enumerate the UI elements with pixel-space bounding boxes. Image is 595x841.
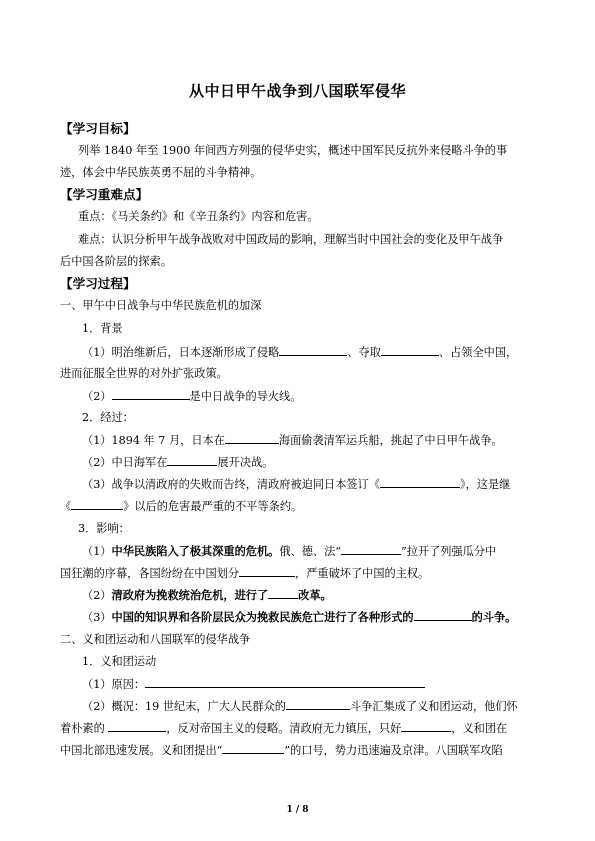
section-2-heading: 二、义和团运动和八国联军的侵华战争 — [60, 633, 251, 646]
goals-heading: 【学习目标】 — [60, 121, 136, 136]
fill-blank[interactable] — [108, 720, 166, 732]
s1-impact-item3: （3）中国的知识界和各阶层民众为挽救民族危亡进行了各种形式的 的斗争。 — [82, 610, 517, 624]
fill-blank[interactable] — [239, 565, 295, 577]
key-heading: 【学习重难点】 — [60, 187, 149, 202]
fill-blank[interactable] — [222, 742, 284, 754]
fill-blank[interactable] — [381, 344, 439, 356]
goals-text-line2: 迹，体会中华民族英勇不屈的斗争精神。 — [60, 166, 262, 179]
fill-blank[interactable] — [286, 698, 350, 710]
fill-blank[interactable] — [380, 476, 460, 488]
fill-blank[interactable] — [225, 432, 279, 444]
fill-blank[interactable] — [279, 344, 347, 356]
key-difficult-line1: 难点：认识分析甲午战争战败对中国政局的影响，理解当时中国社会的变化及甲午战争 — [78, 233, 504, 246]
fill-blank[interactable] — [341, 543, 401, 555]
s1-impact-item1: （1）中华民族陷入了极其深重的危机。俄、德、法“ ”拉开了列强瓜分中 — [82, 544, 497, 558]
s2-boxer-overview-line2: 着朴素的 ，反对帝国主义的侵略。清政府无力镇压，只好 ，义和团在 — [60, 722, 508, 735]
fill-blank[interactable] — [145, 676, 425, 688]
s1-impact-item2: （2）清政府为挽救统治危机，进行了 改革。 — [82, 588, 332, 602]
s2-boxer-overview-line3: 中国北部迅速发展。义和团提出“ ”的口号，势力迅速遍及京津。八国联军攻陷 — [60, 744, 503, 757]
section-1-heading: 一、甲午中日战争与中华民族危机的加深 — [60, 299, 262, 312]
s1-course-label: 2．经过： — [82, 411, 134, 424]
fill-blank[interactable] — [414, 609, 472, 621]
s1-course-item3-line2: 《 》以后的危害最严重的不平等条约。 — [60, 500, 303, 513]
s1-impact-label: 3．影响： — [78, 522, 130, 535]
s1-impact-item1-line2: 国狂潮的序幕，各国纷纷在中国划分 ，严重破坏了中国的主权。 — [60, 567, 430, 580]
process-heading: 【学习过程】 — [60, 276, 136, 291]
s1-background-item1-line2: 进而征服全世界的对外扩张政策。 — [60, 367, 228, 380]
s1-course-item1: （1）1894 年 7 月，日本在 海面偷袭清军运兵船，挑起了中日甲午战争。 — [82, 434, 503, 447]
key-difficult-line2: 后中国各阶层的探索。 — [60, 255, 172, 268]
key-point: 重点：《马关条约》和《辛丑条约》内容和危害。 — [78, 210, 319, 223]
fill-blank[interactable] — [167, 454, 217, 466]
s1-course-item2: （2）中日海军在 展开决战。 — [82, 456, 274, 469]
s2-boxer-cause: （1）原因： — [82, 676, 540, 693]
s1-background-item2: （2） 是中日战争的导火线。 — [82, 390, 302, 403]
s1-background-label: 1．背景 — [82, 322, 123, 335]
fill-blank[interactable] — [71, 498, 123, 510]
document-title: 从中日甲午战争到八国联军侵华 — [188, 82, 406, 100]
s1-background-item1: （1）明治维新后，日本逐渐形成了侵略 、夺取 、占领全中国， — [82, 346, 518, 359]
goals-text-line1: 列举 1840 年至 1900 年间西方列强的侵华史实，概述中国军民反抗外来侵略斗争的事 — [78, 144, 508, 157]
s2-boxer-overview: （2）概况：19 世纪末，广大人民群众的 斗争汇集成了义和团运动，他们怀 — [82, 700, 518, 713]
fill-blank[interactable] — [268, 587, 298, 599]
s2-boxer-label: 1．义和团运动 — [82, 655, 157, 668]
fill-blank[interactable] — [401, 720, 451, 732]
s1-course-item3: （3）战争以清政府的失败而告终，清政府被迫同日本签订《 》，这是继 — [82, 478, 511, 491]
page-number: 1 / 8 — [286, 805, 309, 815]
fill-blank[interactable] — [112, 388, 190, 400]
